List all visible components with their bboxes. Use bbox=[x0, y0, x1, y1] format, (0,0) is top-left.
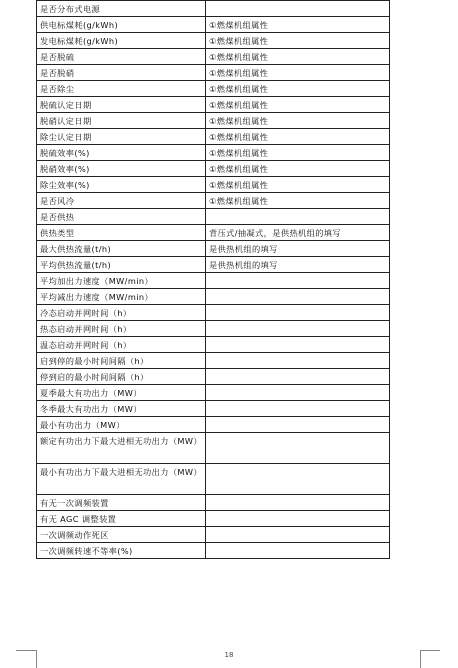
parameter-note-cell bbox=[206, 385, 390, 401]
parameter-note-cell bbox=[206, 433, 390, 464]
parameter-name-cell: 是否风冷 bbox=[37, 193, 206, 209]
parameter-note-cell: ①燃煤机组属性 bbox=[206, 129, 390, 145]
parameter-name-cell: 冬季最大有功出力（MW） bbox=[37, 401, 206, 417]
table-row bbox=[37, 17, 390, 33]
parameter-name-cell: 是否除尘 bbox=[37, 81, 206, 97]
table-row bbox=[37, 464, 390, 495]
table-row bbox=[37, 225, 390, 241]
table-row bbox=[37, 113, 390, 129]
parameter-name-cell: 温态启动并网时间（h） bbox=[37, 337, 206, 353]
table-row bbox=[37, 353, 390, 369]
parameter-name-cell: 脱硝效率(%) bbox=[37, 161, 206, 177]
parameter-note-cell bbox=[206, 1, 390, 17]
table-row bbox=[37, 385, 390, 401]
unit-parameter-table bbox=[36, 0, 390, 559]
parameter-note-cell: ①燃煤机组属性 bbox=[206, 177, 390, 193]
parameter-name-cell: 是否脱硝 bbox=[37, 65, 206, 81]
table-row bbox=[37, 495, 390, 511]
table-row bbox=[37, 145, 390, 161]
table-row bbox=[37, 369, 390, 385]
table-row bbox=[37, 273, 390, 289]
parameter-name-cell: 夏季最大有功出力（MW） bbox=[37, 385, 206, 401]
parameter-name-cell: 最大供热流量(t/h) bbox=[37, 241, 206, 257]
parameter-note-cell bbox=[206, 543, 390, 559]
parameter-note-cell: ①燃煤机组属性 bbox=[206, 17, 390, 33]
parameter-note-cell: ①燃煤机组属性 bbox=[206, 113, 390, 129]
parameter-name-cell: 额定有功出力下最大进相无功出力（MW） bbox=[37, 433, 206, 464]
parameter-name-cell: 最小有功出力下最大进相无功出力（MW） bbox=[37, 464, 206, 495]
table-row bbox=[37, 289, 390, 305]
table-row bbox=[37, 527, 390, 543]
table-row bbox=[37, 129, 390, 145]
table-body bbox=[37, 1, 390, 559]
crop-mark-left bbox=[16, 650, 37, 668]
parameter-name-cell: 有无一次调频装置 bbox=[37, 495, 206, 511]
parameter-note-cell bbox=[206, 369, 390, 385]
parameter-name-cell: 是否分布式电源 bbox=[37, 1, 206, 17]
parameter-note-cell bbox=[206, 321, 390, 337]
parameter-note-cell: 是供热机组的填写 bbox=[206, 241, 390, 257]
table-row bbox=[37, 49, 390, 65]
parameter-name-cell: 平均加出力速度（MW/min） bbox=[37, 273, 206, 289]
parameter-note-cell: ①燃煤机组属性 bbox=[206, 145, 390, 161]
parameter-name-cell: 启到停的最小时间间隔（h） bbox=[37, 353, 206, 369]
parameter-note-cell bbox=[206, 527, 390, 543]
table-row bbox=[37, 337, 390, 353]
parameter-name-cell: 是否脱硫 bbox=[37, 49, 206, 65]
parameter-note-cell: ①燃煤机组属性 bbox=[206, 193, 390, 209]
table-row bbox=[37, 97, 390, 113]
table-row bbox=[37, 81, 390, 97]
parameter-note-cell: 是供热机组的填写 bbox=[206, 257, 390, 273]
table-row bbox=[37, 305, 390, 321]
parameter-note-cell bbox=[206, 289, 390, 305]
table-row bbox=[37, 543, 390, 559]
page-number: 18 bbox=[224, 651, 234, 659]
parameter-name-cell: 供电标煤耗(g/kWh) bbox=[37, 17, 206, 33]
parameter-name-cell: 除尘认定日期 bbox=[37, 129, 206, 145]
parameter-name-cell: 热态启动并网时间（h） bbox=[37, 321, 206, 337]
parameter-note-cell bbox=[206, 495, 390, 511]
parameter-name-cell: 冷态启动并网时间（h） bbox=[37, 305, 206, 321]
parameter-name-cell: 平均减出力速度（MW/min） bbox=[37, 289, 206, 305]
parameter-name-cell: 平均供热流量(t/h) bbox=[37, 257, 206, 273]
parameter-name-cell: 供热类型 bbox=[37, 225, 206, 241]
table-row bbox=[37, 433, 390, 464]
parameter-note-cell: ①燃煤机组属性 bbox=[206, 65, 390, 81]
parameter-name-cell: 除尘效率(%) bbox=[37, 177, 206, 193]
parameter-note-cell bbox=[206, 209, 390, 225]
table-row bbox=[37, 177, 390, 193]
parameter-name-cell: 发电标煤耗(g/kWh) bbox=[37, 33, 206, 49]
parameter-name-cell: 一次调频动作死区 bbox=[37, 527, 206, 543]
table-row bbox=[37, 193, 390, 209]
parameter-note-cell bbox=[206, 417, 390, 433]
parameter-note-cell bbox=[206, 305, 390, 321]
table-row bbox=[37, 401, 390, 417]
parameter-name-cell: 有无 AGC 调整装置 bbox=[37, 511, 206, 527]
parameter-name-cell: 停到启的最小时间间隔（h） bbox=[37, 369, 206, 385]
table-row bbox=[37, 161, 390, 177]
crop-mark-right-horizontal bbox=[420, 650, 440, 651]
parameter-name-cell: 脱硝认定日期 bbox=[37, 113, 206, 129]
table-row bbox=[37, 321, 390, 337]
table-row bbox=[37, 511, 390, 527]
table-row bbox=[37, 209, 390, 225]
parameter-name-cell: 脱硫认定日期 bbox=[37, 97, 206, 113]
parameter-note-cell: ①燃煤机组属性 bbox=[206, 161, 390, 177]
table-row bbox=[37, 1, 390, 17]
parameter-note-cell bbox=[206, 511, 390, 527]
table-row bbox=[37, 65, 390, 81]
parameter-note-cell bbox=[206, 401, 390, 417]
parameter-note-cell: ①燃煤机组属性 bbox=[206, 97, 390, 113]
parameter-name-cell: 是否供热 bbox=[37, 209, 206, 225]
parameter-name-cell: 一次调频转速不等率(%) bbox=[37, 543, 206, 559]
parameter-note-cell bbox=[206, 273, 390, 289]
parameter-note-cell: 背压式/抽凝式，是供热机组的填写 bbox=[206, 225, 390, 241]
parameter-note-cell bbox=[206, 353, 390, 369]
parameter-name-cell: 最小有功出力（MW） bbox=[37, 417, 206, 433]
table-row bbox=[37, 241, 390, 257]
table-row bbox=[37, 33, 390, 49]
table-row bbox=[37, 417, 390, 433]
parameter-note-cell: ①燃煤机组属性 bbox=[206, 81, 390, 97]
parameter-note-cell: ①燃煤机组属性 bbox=[206, 33, 390, 49]
parameter-note-cell: ①燃煤机组属性 bbox=[206, 49, 390, 65]
parameter-note-cell bbox=[206, 337, 390, 353]
parameter-note-cell bbox=[206, 464, 390, 495]
crop-mark-left-horizontal bbox=[16, 650, 36, 651]
table-row bbox=[37, 257, 390, 273]
parameter-name-cell: 脱硫效率(%) bbox=[37, 145, 206, 161]
crop-mark-right bbox=[420, 650, 441, 668]
